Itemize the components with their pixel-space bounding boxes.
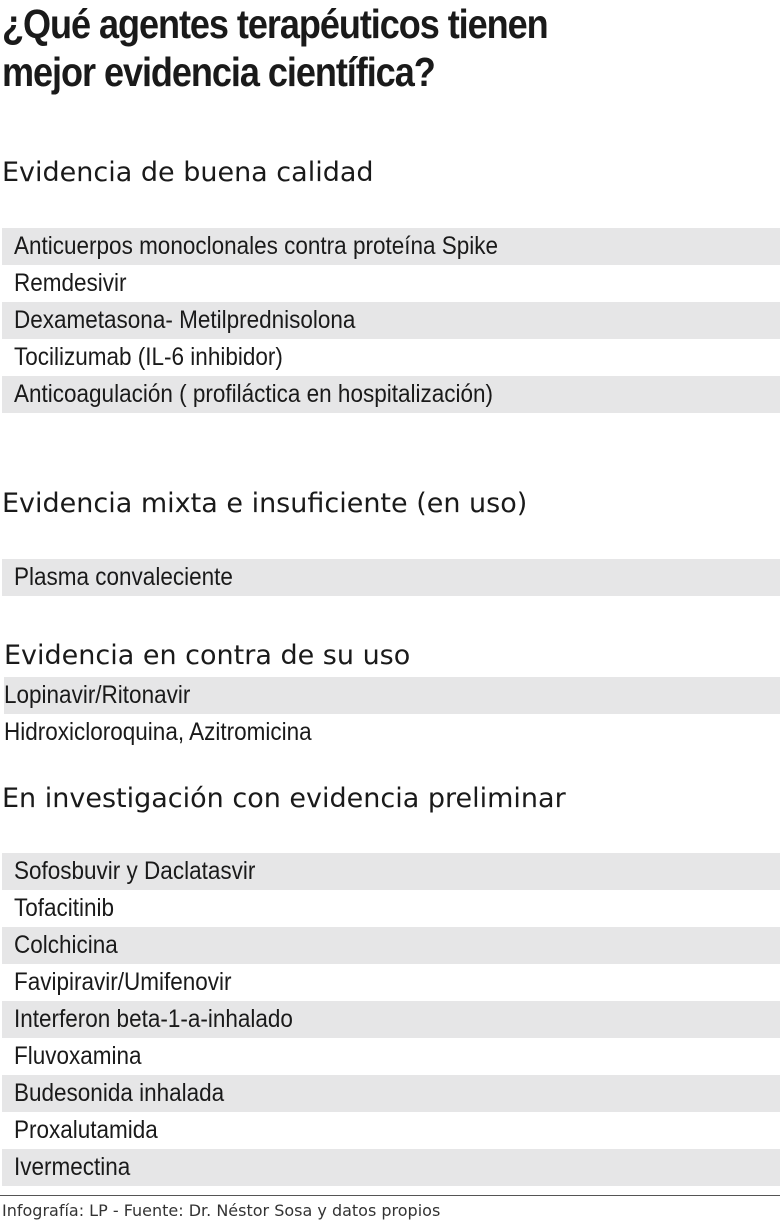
page-title: [2, 0, 680, 96]
list-item: Tocilizumab (IL-6 inhibidor): [14, 343, 283, 371]
list-item: Interferon beta-1-a-inhalado: [2, 1001, 780, 1038]
list-item: Tofacitinib: [14, 894, 115, 922]
source-credit: Infografía: LP - Fuente: Dr. Néstor Sosa y datos propios: [2, 1201, 441, 1220]
list-good-evidence: [2, 228, 780, 413]
list-item: Ivermectina: [2, 1149, 780, 1186]
list-mixed-evidence: [2, 559, 780, 596]
list-against-use: [0, 677, 780, 751]
list-item: Remdesivir: [14, 269, 127, 297]
list-item: Anticuerpos monoclonales contra proteína Spike: [2, 228, 780, 265]
title-line-2: mejor evidencia científica?: [2, 49, 435, 95]
title-line-1: ¿Qué agentes terapéuticos tienen: [2, 1, 548, 47]
list-item: Fluvoxamina: [14, 1042, 142, 1070]
section-heading-investigation: En investigación con evidencia preliminar: [2, 783, 566, 814]
list-item: Plasma convaleciente: [2, 559, 780, 596]
section-heading-against-use: Evidencia en contra de su uso: [4, 640, 411, 671]
list-item: Budesonida inhalada: [2, 1075, 780, 1112]
list-item: Sofosbuvir y Daclatasvir: [2, 853, 780, 890]
list-item: Favipiravir/Umifenovir: [14, 968, 232, 996]
list-item: Colchicina: [2, 927, 780, 964]
list-investigation: [2, 853, 780, 1186]
list-item: Lopinavir/Ritonavir: [4, 677, 780, 714]
list-item: Dexametasona- Metilprednisolona: [2, 302, 780, 339]
list-item: Proxalutamida: [14, 1116, 158, 1144]
footer-divider: [0, 1195, 780, 1196]
section-heading-mixed-evidence: Evidencia mixta e insuficiente (en uso): [2, 488, 528, 519]
section-heading-good-evidence: Evidencia de buena calidad: [2, 157, 374, 188]
list-item: Anticoagulación ( profiláctica en hospitalización): [2, 376, 780, 413]
list-item: Hidroxicloroquina, Azitromicina: [4, 718, 312, 746]
